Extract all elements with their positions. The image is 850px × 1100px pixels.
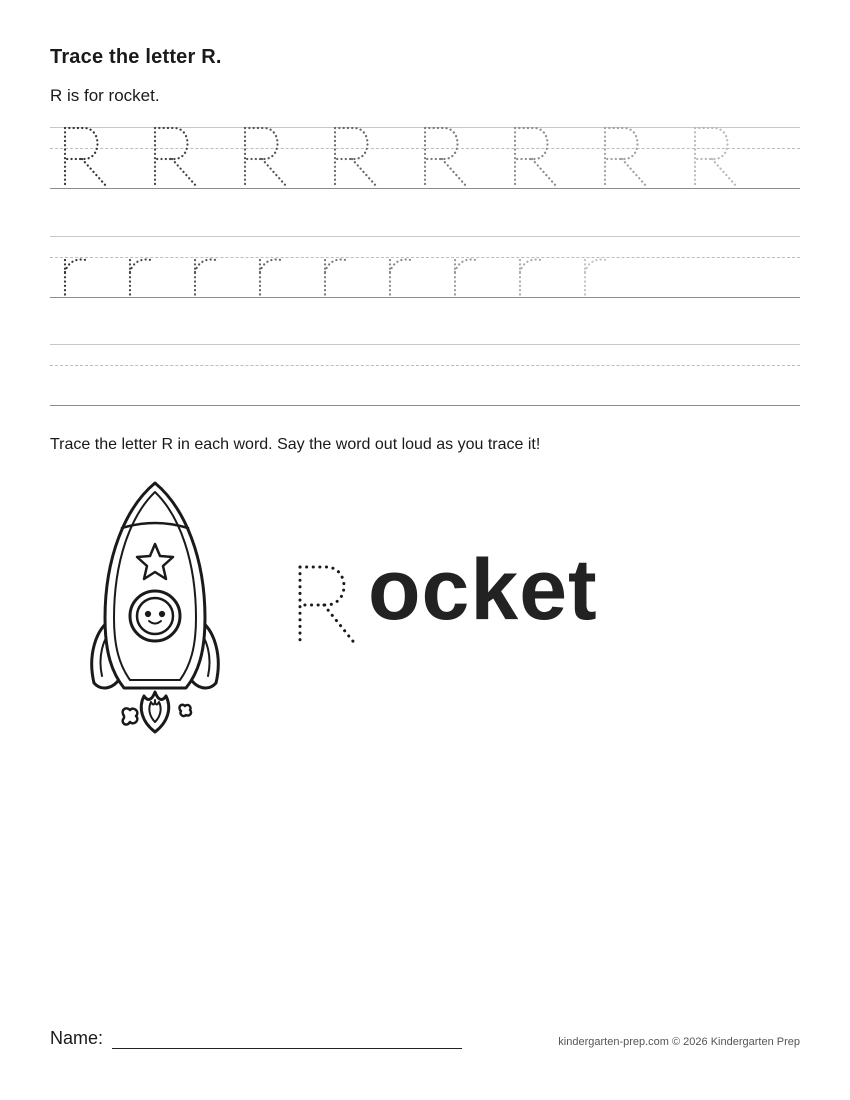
lowercase-trace-letter[interactable] [195, 260, 216, 298]
word-trace-letter[interactable] [290, 555, 370, 655]
name-label: Name: [50, 1028, 104, 1048]
uppercase-trace-letter[interactable] [245, 128, 287, 187]
lowercase-trace-letter[interactable] [390, 260, 411, 298]
uppercase-trace-letter[interactable] [155, 128, 197, 187]
word-instructions: Trace the letter R in each word. Say the word out loud as you trace it! [50, 436, 541, 453]
lowercase-letters[interactable] [50, 232, 800, 302]
lowercase-trace-letter[interactable] [520, 260, 541, 298]
worksheet-subtitle: R is for rocket. [50, 86, 160, 105]
rocket-icon [80, 478, 230, 740]
guide-base-line [50, 405, 800, 406]
uppercase-trace-letter[interactable] [605, 128, 647, 187]
uppercase-trace-letter[interactable] [425, 128, 467, 187]
name-input-line[interactable] [112, 1048, 462, 1049]
worksheet-title: Trace the letter R. [50, 46, 222, 68]
word-rest-letters: ocket [368, 542, 598, 638]
uppercase-trace-letter[interactable] [695, 128, 737, 187]
uppercase-trace-letter[interactable] [515, 128, 557, 187]
guide-mid-line [50, 365, 800, 366]
footer-credit: kindergarten-prep.com © 2026 Kindergarten Prep [558, 1036, 800, 1048]
lowercase-trace-letter[interactable] [325, 260, 346, 298]
lowercase-trace-letter[interactable] [130, 260, 151, 298]
lowercase-trace-letter[interactable] [585, 260, 606, 298]
uppercase-trace-letter[interactable] [335, 128, 377, 187]
uppercase-trace-letter[interactable] [65, 128, 107, 187]
lowercase-trace-letter[interactable] [65, 260, 86, 298]
lowercase-trace-letter[interactable] [260, 260, 281, 298]
uppercase-letters[interactable] [50, 122, 800, 192]
guide-top-line [50, 344, 800, 345]
lowercase-trace-letter[interactable] [455, 260, 476, 298]
